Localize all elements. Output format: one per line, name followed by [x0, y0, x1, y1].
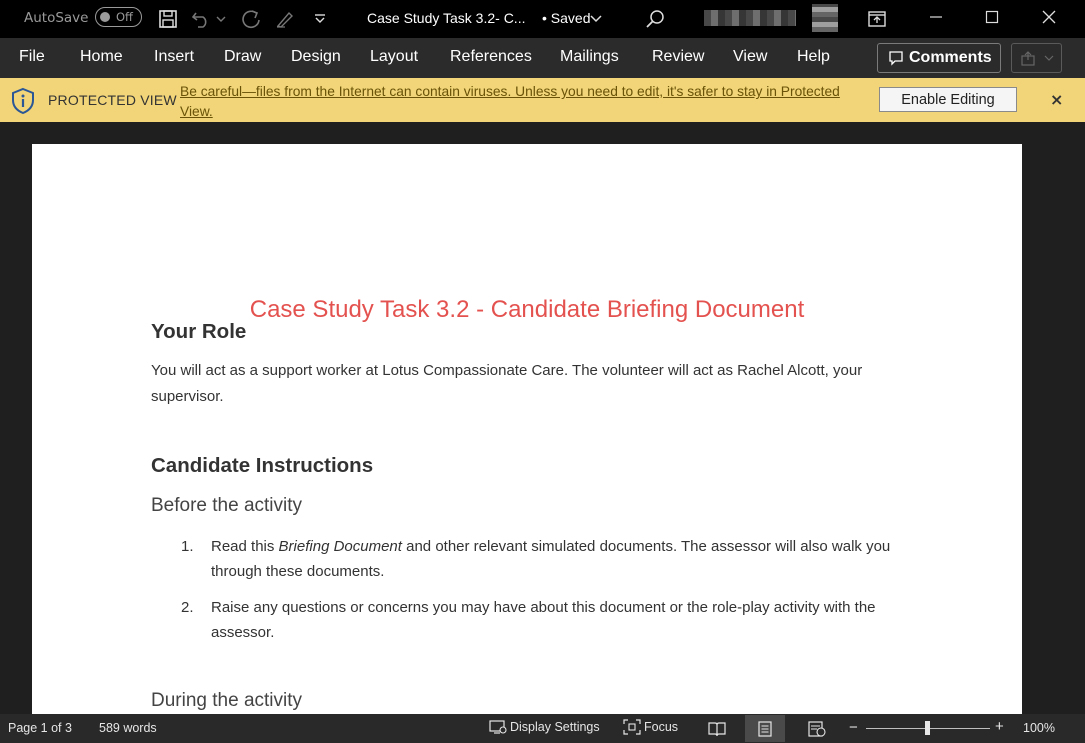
- role-paragraph: You will act as a support worker at Lotus Compassionate Care. The volunteer will act as Rachel Alcott, your supervisor.: [151, 362, 863, 405]
- tab-insert[interactable]: Insert: [154, 48, 195, 65]
- shield-info-icon: [10, 87, 36, 119]
- focus-button[interactable]: [623, 719, 678, 735]
- title-bar: [0, 0, 1085, 38]
- search-icon[interactable]: [643, 7, 667, 31]
- tab-draw[interactable]: Draw: [224, 48, 262, 65]
- autosave-toggle[interactable]: [95, 7, 142, 27]
- display-settings-icon: [489, 719, 507, 735]
- tab-references[interactable]: References: [450, 48, 532, 65]
- close-icon[interactable]: ×: [1050, 90, 1064, 109]
- zoom-in-button[interactable]: +: [995, 718, 1004, 735]
- tab-help[interactable]: Help: [797, 48, 830, 65]
- status-bar: [0, 714, 1085, 743]
- title-chevron-down-icon[interactable]: [584, 7, 608, 31]
- web-layout-button[interactable]: [797, 715, 837, 742]
- page-count[interactable]: Page 1 of 3: [8, 721, 72, 735]
- undo-dropdown-icon[interactable]: [214, 7, 228, 31]
- minimize-icon: [929, 10, 943, 24]
- tab-layout[interactable]: Layout: [370, 48, 419, 65]
- zoom-out-button[interactable]: −: [849, 719, 858, 736]
- list-number: 1.: [181, 538, 194, 555]
- save-icon[interactable]: [156, 7, 180, 31]
- account-name-blurred[interactable]: [704, 10, 796, 26]
- pen-icon[interactable]: [273, 7, 297, 31]
- heading-before-activity: Before the activity: [151, 495, 303, 516]
- saved-status[interactable]: • Saved: [542, 10, 591, 26]
- tab-mailings[interactable]: Mailings: [560, 48, 619, 65]
- focus-icon: [623, 719, 641, 735]
- read-mode-button[interactable]: [697, 715, 737, 742]
- chevron-down-icon: [1044, 55, 1054, 61]
- tab-design[interactable]: Design: [291, 48, 341, 65]
- minimize-button[interactable]: [908, 0, 964, 34]
- toggle-knob: [100, 12, 110, 22]
- document-page[interactable]: [32, 144, 1022, 714]
- enable-editing-button[interactable]: Enable Editing: [879, 87, 1017, 112]
- text-run: Read this: [211, 538, 279, 555]
- undo-icon[interactable]: [190, 7, 214, 31]
- document-canvas[interactable]: [0, 122, 1085, 714]
- comments-button[interactable]: [877, 43, 1001, 73]
- ribbon-display-icon[interactable]: [865, 7, 889, 31]
- avatar[interactable]: [812, 4, 838, 32]
- share-icon: [1020, 50, 1036, 66]
- autosave-state: Off: [116, 10, 133, 24]
- customize-icon[interactable]: [308, 7, 332, 31]
- print-layout-icon: [758, 721, 772, 737]
- document-heading: Case Study Task 3.2 - Candidate Briefing Document: [249, 296, 805, 323]
- maximize-icon: [985, 10, 999, 24]
- maximize-button[interactable]: [964, 0, 1020, 34]
- word-count[interactable]: 589 words: [99, 721, 157, 735]
- protected-view-message-link[interactable]: Be careful—files from the Internet can contain viruses. Unless you need to edit, it's safer to stay in Protected View.: [180, 84, 840, 119]
- heading-your-role: Your Role: [151, 320, 247, 343]
- close-button[interactable]: [1021, 0, 1077, 34]
- protected-view-bar: [0, 78, 1085, 122]
- list-item-text: [211, 534, 911, 584]
- redo-icon[interactable]: [239, 7, 263, 31]
- list-number: 2.: [181, 599, 194, 616]
- emphasized-text: Briefing Document: [278, 538, 402, 555]
- protected-view-label: PROTECTED VIEW: [48, 92, 177, 108]
- print-layout-button[interactable]: [745, 715, 785, 742]
- share-button[interactable]: [1011, 43, 1062, 73]
- comments-label: Comments: [909, 49, 992, 66]
- read-mode-icon: [708, 721, 726, 737]
- web-layout-icon: [808, 721, 826, 737]
- tab-view[interactable]: View: [733, 48, 768, 65]
- document-title[interactable]: Case Study Task 3.2- C...: [367, 10, 526, 26]
- text-run: and other relevant simulated documents. The assessor will also walk you through these documents.: [211, 538, 891, 580]
- heading-during-activity: During the activity: [151, 690, 303, 711]
- tab-home[interactable]: Home: [80, 48, 123, 65]
- zoom-slider-thumb[interactable]: [925, 721, 930, 735]
- close-icon: [1042, 10, 1056, 24]
- autosave-label: AutoSave: [24, 10, 89, 26]
- list-item-text: Raise any questions or concerns you may have about this document or the role-play activity with the assessor.: [211, 599, 876, 641]
- comment-icon: [888, 50, 904, 66]
- zoom-level[interactable]: 100%: [1023, 721, 1055, 735]
- display-settings-button[interactable]: [489, 719, 600, 735]
- display-settings-label: Display Settings: [510, 720, 600, 734]
- tab-file[interactable]: File: [19, 48, 45, 65]
- heading-candidate-instructions: Candidate Instructions: [151, 454, 374, 477]
- tab-review[interactable]: Review: [652, 48, 705, 65]
- focus-label: Focus: [644, 720, 679, 734]
